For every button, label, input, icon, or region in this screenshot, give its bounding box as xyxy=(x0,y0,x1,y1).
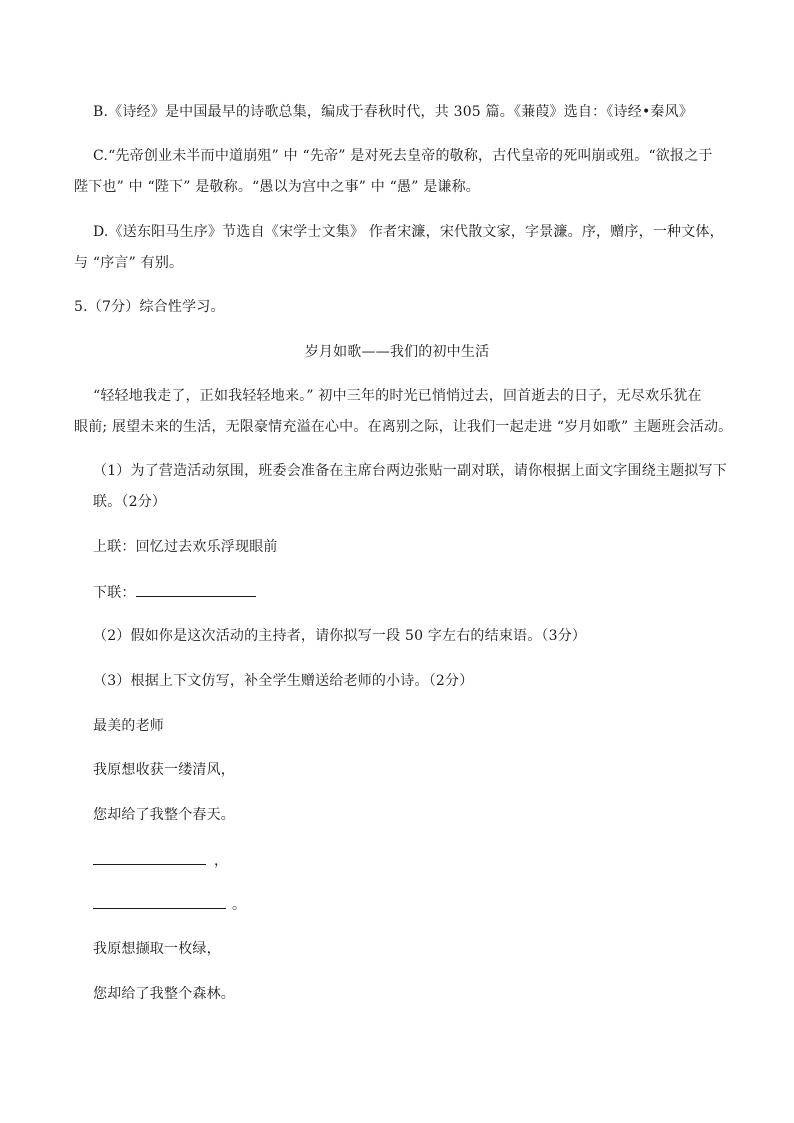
poem-blank-line-1 xyxy=(93,850,228,871)
upper-couplet: 上联：回忆过去欢乐浮现眼前 xyxy=(93,539,278,555)
poem-blank-2[interactable] xyxy=(93,894,226,909)
subquestion-1-line1: （1）为了营造活动氛围，班委会准备在主席台两边张贴一副对联，请你根据上面文字围绕主题拟写下 xyxy=(93,463,727,479)
poem-line-6: 您却给了我整个森林。 xyxy=(93,986,235,1002)
subquestion-1-line2: 联。（2分） xyxy=(93,494,167,510)
option-d-line1: D.《送东阳马生序》节选自《宋学士文集》 作者宋濂，宋代散文家，字景濂。序，赠序，一种文体， xyxy=(93,224,724,240)
lower-couplet-label: 下联： xyxy=(93,585,136,601)
option-b: B.《诗经》是中国最早的诗歌总集，编成于春秋时代，共 305 篇。《蒹葭》选自：《诗经•秦风》 xyxy=(93,104,694,120)
poem-blank-line-2 xyxy=(93,894,246,915)
poem-line-1: 我原想收获一缕清风， xyxy=(93,762,235,778)
section-title: 岁月如歌——我们的初中生活 xyxy=(304,344,490,360)
poem-line-2: 您却给了我整个春天。 xyxy=(93,807,235,823)
subquestion-3: （3）根据上下文仿写，补全学生赠送给老师的小诗。（2分） xyxy=(93,673,474,689)
lower-couplet-blank[interactable] xyxy=(136,582,256,597)
poem-blank-1[interactable] xyxy=(93,850,206,865)
intro-line1: “轻轻地我走了，正如我轻轻地来。” 初中三年的时光已悄悄过去，回首逝去的日子，无尽欢乐犹在 xyxy=(93,388,702,404)
poem-title: 最美的老师 xyxy=(93,718,164,734)
option-d-line2: 与 “序言” 有别。 xyxy=(74,255,184,271)
poem-blank-1-punct: ， xyxy=(214,853,229,869)
poem-blank-2-punct: 。 xyxy=(232,897,247,913)
poem-line-5: 我原想撷取一枚绿， xyxy=(93,941,221,957)
option-c-line1: C.“先帝创业未半而中道崩殂” 中 “先帝” 是对死去皇帝的敬称，古代皇帝的死叫崩或殂。“欲报之于 xyxy=(93,148,713,164)
intro-line2: 眼前; 展望未来的生活，无限豪情充溢在心中。在离别之际，让我们一起走进 “岁月如歌” 主题班会活动。 xyxy=(74,419,733,435)
option-c-line2: 陛下也” 中 “陛下” 是敬称。“愚以为宫中之事” 中 “愚” 是谦称。 xyxy=(74,179,481,195)
lower-couplet xyxy=(93,582,256,603)
subquestion-2: （2）假如你是这次活动的主持者，请你拟写一段 50 字左右的结束语。（3分） xyxy=(93,628,587,644)
question5-header: 5.（7分）综合性学习。 xyxy=(74,299,225,315)
